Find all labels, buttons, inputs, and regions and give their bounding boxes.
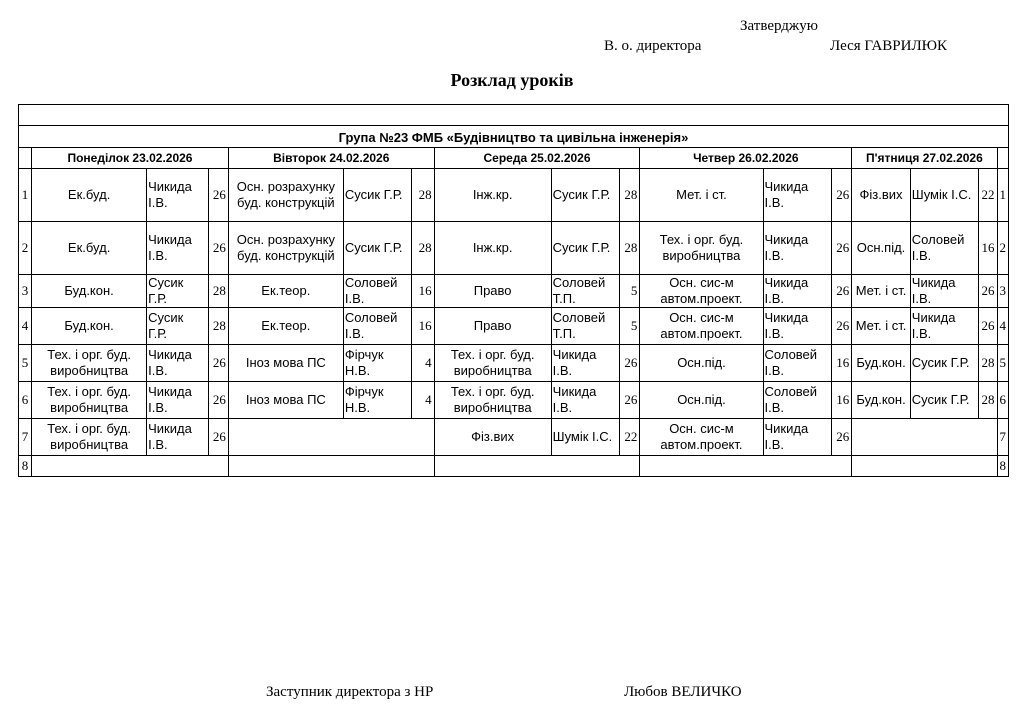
empty-lesson-cell [852, 456, 997, 477]
subject-cell: Тех. і орг. буд. виробництва [32, 345, 147, 382]
lesson-row [19, 308, 1009, 345]
lesson-row [19, 419, 1009, 456]
subject-cell: Мет. і ст. [852, 308, 911, 345]
subject-cell: Осн. сис-м автом.проект. [640, 275, 763, 308]
subject-cell: Тех. і орг. буд. виробництва [640, 222, 763, 275]
lesson-row [19, 169, 1009, 222]
subject-cell: Буд.кон. [852, 382, 911, 419]
empty-lesson-cell [640, 456, 852, 477]
subject-cell: Ек.теор. [228, 308, 343, 345]
teacher-cell: Чикида І.В. [910, 275, 979, 308]
teacher-cell: Соловей І.В. [910, 222, 979, 275]
room-cell: 16 [412, 275, 434, 308]
lesson-number-right: 6 [997, 382, 1008, 419]
teacher-cell: Соловей І.В. [343, 275, 412, 308]
day-header: Понеділок 23.02.2026 [32, 148, 229, 169]
teacher-cell: Чикида І.В. [763, 222, 832, 275]
teacher-cell: Чикида І.В. [910, 308, 979, 345]
room-cell: 4 [412, 345, 434, 382]
subject-cell: Фіз.вих [852, 169, 911, 222]
teacher-cell: Фірчук Н.В. [343, 382, 412, 419]
day-header-corner [19, 148, 32, 169]
lesson-number-right: 3 [997, 275, 1008, 308]
group-title: Група №23 ФМБ «Будівництво та цивільна інженерія» [19, 126, 1009, 148]
room-cell: 5 [620, 308, 640, 345]
lesson-number-right: 7 [997, 419, 1008, 456]
director-name: Леся ГАВРИЛЮК [830, 38, 948, 54]
room-cell: 26 [832, 419, 852, 456]
teacher-cell: Сусик Г.Р. [910, 345, 979, 382]
room-cell: 28 [208, 308, 228, 345]
lesson-row [19, 382, 1009, 419]
lesson-number: 1 [19, 169, 32, 222]
director-title: В. о. директора [604, 38, 702, 54]
teacher-cell: Чикида І.В. [147, 345, 209, 382]
subject-cell: Мет. і ст. [640, 169, 763, 222]
room-cell: 22 [979, 169, 997, 222]
teacher-cell: Чикида І.В. [551, 345, 620, 382]
subject-cell: Буд.кон. [852, 345, 911, 382]
room-cell: 22 [620, 419, 640, 456]
teacher-cell: Шумік І.С. [910, 169, 979, 222]
empty-lesson-cell [852, 419, 997, 456]
room-cell: 26 [208, 345, 228, 382]
lesson-number: 6 [19, 382, 32, 419]
teacher-cell: Чикида І.В. [147, 382, 209, 419]
room-cell: 28 [208, 275, 228, 308]
teacher-cell: Шумік І.С. [551, 419, 620, 456]
room-cell: 5 [620, 275, 640, 308]
lesson-row [19, 275, 1009, 308]
subject-cell: Осн. розрахунку буд. конструкцій [228, 222, 343, 275]
lesson-row [19, 345, 1009, 382]
teacher-cell: Чикида І.В. [763, 419, 832, 456]
lesson-number: 5 [19, 345, 32, 382]
lesson-row [19, 456, 1009, 477]
room-cell: 4 [412, 382, 434, 419]
lesson-number: 7 [19, 419, 32, 456]
teacher-cell: Соловей І.В. [343, 308, 412, 345]
subject-cell: Осн.під. [640, 382, 763, 419]
room-cell: 16 [832, 345, 852, 382]
room-cell: 28 [412, 169, 434, 222]
days-header-row [19, 148, 1009, 169]
teacher-cell: Чикида І.В. [147, 169, 209, 222]
room-cell: 16 [979, 222, 997, 275]
subject-cell: Ек.теор. [228, 275, 343, 308]
spacer-cell [19, 105, 1009, 126]
teacher-cell: Сусик Г.Р. [343, 169, 412, 222]
subject-cell: Осн.під. [852, 222, 911, 275]
lesson-number: 2 [19, 222, 32, 275]
subject-cell: Тех. і орг. буд. виробництва [32, 382, 147, 419]
subject-cell: Ек.буд. [32, 222, 147, 275]
room-cell: 16 [832, 382, 852, 419]
subject-cell: Буд.кон. [32, 308, 147, 345]
room-cell: 16 [412, 308, 434, 345]
room-cell: 26 [208, 222, 228, 275]
day-header: Середа 25.02.2026 [434, 148, 640, 169]
subject-cell: Осн. сис-м автом.проект. [640, 419, 763, 456]
room-cell: 26 [620, 382, 640, 419]
room-cell: 26 [832, 308, 852, 345]
subject-cell: Ек.буд. [32, 169, 147, 222]
room-cell: 26 [832, 222, 852, 275]
subject-cell: Тех. і орг. буд. виробництва [434, 382, 551, 419]
teacher-cell: Чикида І.В. [763, 308, 832, 345]
teacher-cell: Соловей Т.П. [551, 308, 620, 345]
subject-cell: Тех. і орг. буд. виробництва [434, 345, 551, 382]
lesson-number-right: 1 [997, 169, 1008, 222]
teacher-cell: Чикида І.В. [763, 169, 832, 222]
teacher-cell: Чикида І.В. [147, 419, 209, 456]
deputy-title: Заступник директора з НР [266, 684, 434, 700]
subject-cell: Право [434, 275, 551, 308]
schedule-table [18, 104, 1009, 477]
lesson-number-right: 5 [997, 345, 1008, 382]
room-cell: 28 [412, 222, 434, 275]
subject-cell: Іноз мова ПС [228, 382, 343, 419]
lesson-number: 8 [19, 456, 32, 477]
room-cell: 28 [620, 222, 640, 275]
subject-cell: Право [434, 308, 551, 345]
lesson-number: 4 [19, 308, 32, 345]
lesson-row [19, 222, 1009, 275]
teacher-cell: Сусик Г.Р. [910, 382, 979, 419]
subject-cell: Мет. і ст. [852, 275, 911, 308]
teacher-cell: Сусик Г.Р. [147, 308, 209, 345]
room-cell: 26 [620, 345, 640, 382]
table-top-spacer-row [19, 105, 1009, 126]
subject-cell: Тех. і орг. буд. виробництва [32, 419, 147, 456]
subject-cell: Інж.кр. [434, 169, 551, 222]
deputy-name: Любов ВЕЛИЧКО [624, 684, 742, 700]
subject-cell: Фіз.вих [434, 419, 551, 456]
room-cell: 26 [832, 169, 852, 222]
day-header: Вівторок 24.02.2026 [228, 148, 434, 169]
subject-cell: Інж.кр. [434, 222, 551, 275]
subject-cell: Іноз мова ПС [228, 345, 343, 382]
teacher-cell: Чикида І.В. [763, 275, 832, 308]
room-cell: 26 [208, 382, 228, 419]
teacher-cell: Сусик Г.Р. [551, 169, 620, 222]
room-cell: 26 [832, 275, 852, 308]
room-cell: 26 [979, 308, 997, 345]
empty-lesson-cell [228, 419, 434, 456]
room-cell: 26 [979, 275, 997, 308]
group-title-row [19, 126, 1009, 148]
empty-lesson-cell [228, 456, 434, 477]
teacher-cell: Чикида І.В. [551, 382, 620, 419]
subject-cell: Осн. сис-м автом.проект. [640, 308, 763, 345]
subject-cell: Осн. розрахунку буд. конструкцій [228, 169, 343, 222]
lesson-number: 3 [19, 275, 32, 308]
teacher-cell: Фірчук Н.В. [343, 345, 412, 382]
subject-cell: Осн.під. [640, 345, 763, 382]
teacher-cell: Соловей І.В. [763, 345, 832, 382]
room-cell: 28 [979, 345, 997, 382]
lesson-number-right: 2 [997, 222, 1008, 275]
subject-cell: Буд.кон. [32, 275, 147, 308]
teacher-cell: Соловей І.В. [763, 382, 832, 419]
room-cell: 28 [620, 169, 640, 222]
teacher-cell: Сусик Г.Р. [343, 222, 412, 275]
lesson-number-right: 4 [997, 308, 1008, 345]
day-header: П'ятниця 27.02.2026 [852, 148, 997, 169]
room-cell: 26 [208, 169, 228, 222]
teacher-cell: Чикида І.В. [147, 222, 209, 275]
teacher-cell: Сусик Г.Р. [551, 222, 620, 275]
teacher-cell: Соловей Т.П. [551, 275, 620, 308]
empty-lesson-cell [434, 456, 640, 477]
empty-lesson-cell [32, 456, 229, 477]
day-header-end [997, 148, 1008, 169]
page-title: Розклад уроків [450, 70, 574, 90]
day-header: Четвер 26.02.2026 [640, 148, 852, 169]
room-cell: 26 [208, 419, 228, 456]
room-cell: 28 [979, 382, 997, 419]
lesson-number-right: 8 [997, 456, 1008, 477]
approval-label: Затверджую [740, 18, 818, 34]
teacher-cell: Сусик Г.Р. [147, 275, 209, 308]
